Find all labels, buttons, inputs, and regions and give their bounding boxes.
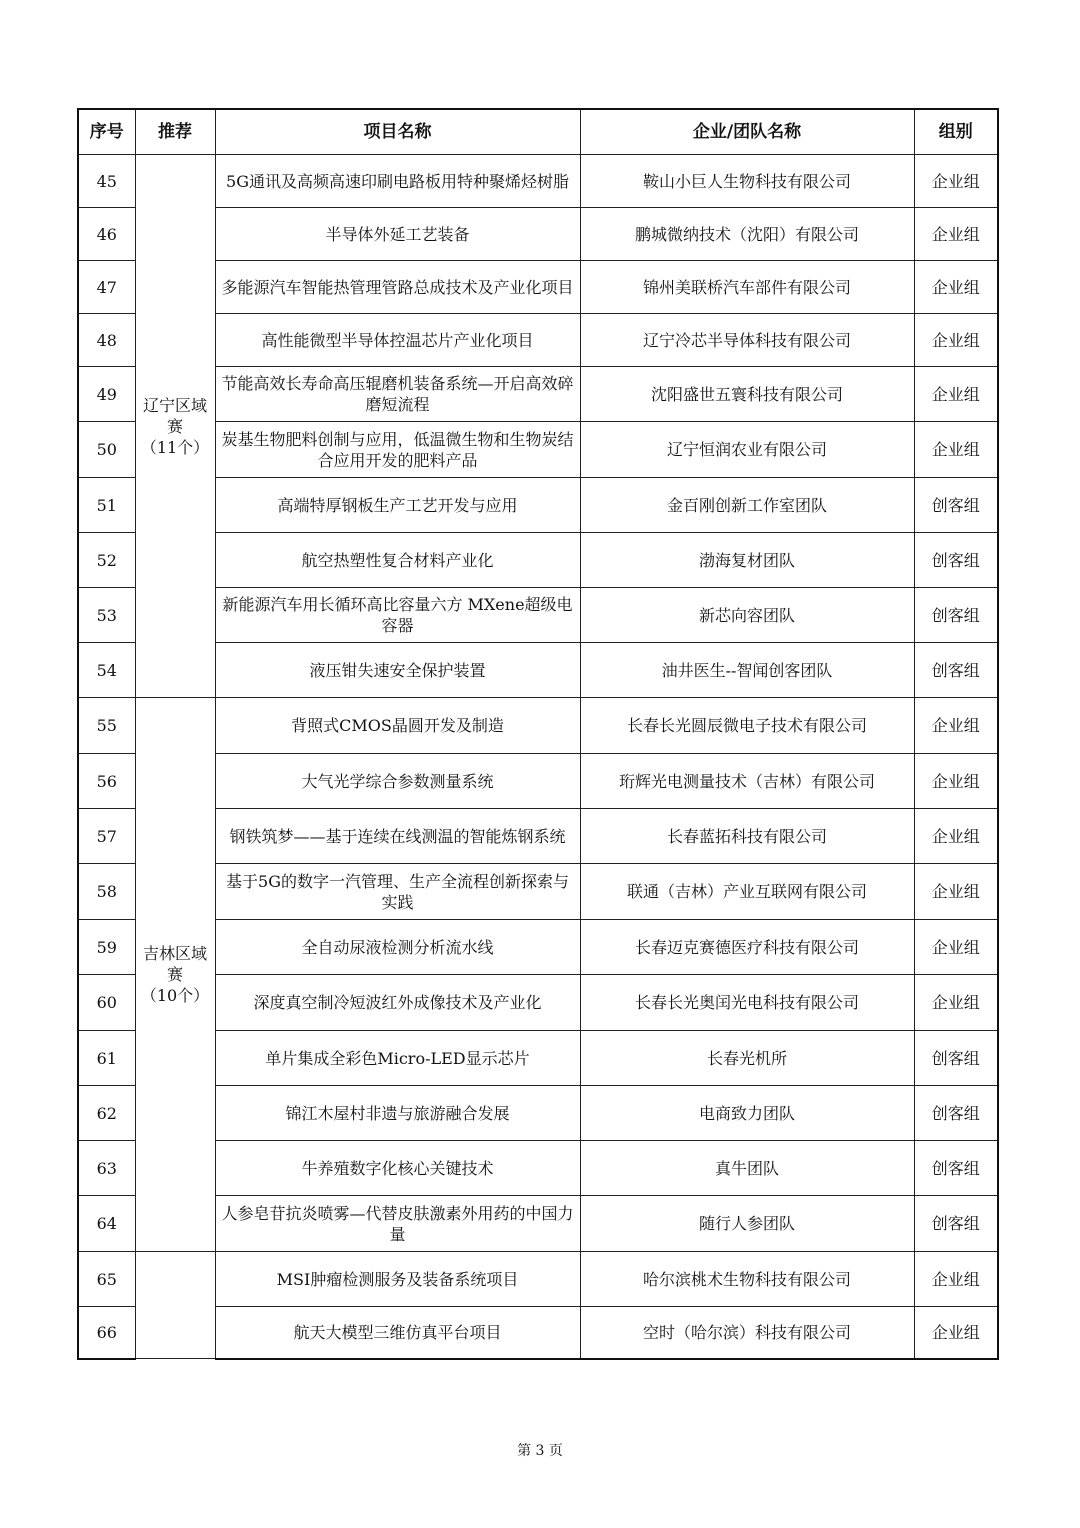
project-name: 全自动尿液检测分析流水线 <box>215 920 580 975</box>
project-name: 新能源汽车用长循环高比容量六方 MXene超级电容器 <box>215 588 580 643</box>
group-name: 创客组 <box>914 1141 998 1196</box>
table-body <box>78 155 998 1359</box>
table-row <box>78 588 998 643</box>
group-name: 创客组 <box>914 478 998 533</box>
group-name: 企业组 <box>914 809 998 864</box>
row-index: 61 <box>78 1031 135 1086</box>
company-name: 锦州美联桥汽车部件有限公司 <box>580 261 914 314</box>
group-name: 企业组 <box>914 422 998 478</box>
project-name: 航空热塑性复合材料产业化 <box>215 533 580 588</box>
company-name: 长春长光奥闰光电科技有限公司 <box>580 975 914 1031</box>
project-name: MSI肿瘤检测服务及装备系统项目 <box>215 1252 580 1307</box>
table-row <box>78 920 998 975</box>
table-row <box>78 1307 998 1359</box>
group-name: 创客组 <box>914 1086 998 1141</box>
company-name: 金百刚创新工作室团队 <box>580 478 914 533</box>
project-name: 半导体外延工艺装备 <box>215 208 580 261</box>
table-header-row <box>78 109 998 155</box>
header-index: 序号 <box>78 109 135 155</box>
table-row <box>78 478 998 533</box>
company-name: 电商致力团队 <box>580 1086 914 1141</box>
group-name: 企业组 <box>914 261 998 314</box>
group-name: 企业组 <box>914 367 998 422</box>
table-row <box>78 533 998 588</box>
row-index: 57 <box>78 809 135 864</box>
group-name: 企业组 <box>914 920 998 975</box>
project-name: 背照式CMOS晶圆开发及制造 <box>215 698 580 754</box>
company-name: 哈尔滨桃术生物科技有限公司 <box>580 1252 914 1307</box>
region-label: 吉林区域 <box>142 944 207 963</box>
row-index: 56 <box>78 754 135 809</box>
company-name: 空时（哈尔滨）科技有限公司 <box>580 1307 914 1359</box>
group-name: 创客组 <box>914 643 998 698</box>
row-index: 62 <box>78 1086 135 1141</box>
header-project: 项目名称 <box>215 109 580 155</box>
project-name: 锦江木屋村非遗与旅游融合发展 <box>215 1086 580 1141</box>
row-index: 60 <box>78 975 135 1031</box>
company-name: 联通（吉林）产业互联网有限公司 <box>580 864 914 920</box>
project-name: 钢铁筑梦——基于连续在线测温的智能炼钢系统 <box>215 809 580 864</box>
row-index: 63 <box>78 1141 135 1196</box>
group-name: 企业组 <box>914 208 998 261</box>
table-row <box>78 754 998 809</box>
table-row <box>78 1086 998 1141</box>
company-name: 新芯向容团队 <box>580 588 914 643</box>
company-name: 油井医生--智闻创客团队 <box>580 643 914 698</box>
row-index: 66 <box>78 1307 135 1359</box>
row-index: 46 <box>78 208 135 261</box>
group-name: 企业组 <box>914 864 998 920</box>
project-name: 基于5G的数字一汽管理、生产全流程创新探索与实践 <box>215 864 580 920</box>
header-recommend: 推荐 <box>135 109 215 155</box>
region-label: （10个） <box>140 986 210 1005</box>
project-name: 单片集成全彩色Micro-LED显示芯片 <box>215 1031 580 1086</box>
project-table <box>77 108 999 1360</box>
project-name: 炭基生物肥料创制与应用，低温微生物和生物炭结合应用开发的肥料产品 <box>215 422 580 478</box>
page-footer: 第 3 页 <box>517 1443 563 1459</box>
group-name: 企业组 <box>914 1307 998 1359</box>
row-index: 64 <box>78 1196 135 1252</box>
region-label: 辽宁区域 <box>142 395 207 415</box>
region-cell <box>135 1252 215 1359</box>
group-name: 创客组 <box>914 533 998 588</box>
company-name: 长春长光圆辰微电子技术有限公司 <box>580 698 914 754</box>
row-index: 65 <box>78 1252 135 1307</box>
row-index: 45 <box>78 155 135 208</box>
table-row <box>78 422 998 478</box>
table-row <box>78 314 998 367</box>
project-name: 多能源汽车智能热管理管路总成技术及产业化项目 <box>215 261 580 314</box>
group-name: 企业组 <box>914 155 998 208</box>
region-label: 赛 <box>166 416 183 436</box>
group-name: 企业组 <box>914 754 998 809</box>
group-name: 创客组 <box>914 588 998 643</box>
header-company: 企业/团队名称 <box>580 109 914 155</box>
table-row <box>78 261 998 314</box>
company-name: 真牛团队 <box>580 1141 914 1196</box>
table-row <box>78 864 998 920</box>
table-row <box>78 1196 998 1252</box>
project-name: 5G通讯及高频高速印刷电路板用特种聚烯烃树脂 <box>215 155 580 208</box>
table-row <box>78 155 998 208</box>
company-name: 长春迈克赛德医疗科技有限公司 <box>580 920 914 975</box>
group-name: 创客组 <box>914 1196 998 1252</box>
group-name: 企业组 <box>914 1252 998 1307</box>
table-row <box>78 698 998 754</box>
company-name: 长春蓝拓科技有限公司 <box>580 809 914 864</box>
row-index: 51 <box>78 478 135 533</box>
project-name: 人参皂苷抗炎喷雾—代替皮肤激素外用药的中国力量 <box>215 1196 580 1252</box>
project-name: 牛养殖数字化核心关键技术 <box>215 1141 580 1196</box>
region-cell <box>135 155 215 698</box>
row-index: 58 <box>78 864 135 920</box>
row-index: 53 <box>78 588 135 643</box>
row-index: 59 <box>78 920 135 975</box>
table-row <box>78 1031 998 1086</box>
row-index: 54 <box>78 643 135 698</box>
group-name: 企业组 <box>914 314 998 367</box>
row-index: 47 <box>78 261 135 314</box>
company-name: 长春光机所 <box>580 1031 914 1086</box>
group-name: 企业组 <box>914 975 998 1031</box>
company-name: 辽宁恒润农业有限公司 <box>580 422 914 478</box>
table-row <box>78 809 998 864</box>
table-row <box>78 643 998 698</box>
project-name: 液压钳失速安全保护装置 <box>215 643 580 698</box>
company-name: 辽宁冷芯半导体科技有限公司 <box>580 314 914 367</box>
row-index: 49 <box>78 367 135 422</box>
company-name: 珩辉光电测量技术（吉林）有限公司 <box>580 754 914 809</box>
region-cell <box>135 698 215 1252</box>
table-row <box>78 208 998 261</box>
project-name: 高端特厚钢板生产工艺开发与应用 <box>215 478 580 533</box>
table-row <box>78 1141 998 1196</box>
company-name: 鞍山小巨人生物科技有限公司 <box>580 155 914 208</box>
project-name: 节能高效长寿命高压辊磨机装备系统—开启高效碎磨短流程 <box>215 367 580 422</box>
row-index: 48 <box>78 314 135 367</box>
project-name: 大气光学综合参数测量系统 <box>215 754 580 809</box>
table-row <box>78 1252 998 1307</box>
header-group: 组别 <box>914 109 998 155</box>
table-row <box>78 975 998 1031</box>
row-index: 50 <box>78 422 135 478</box>
company-name: 随行人参团队 <box>580 1196 914 1252</box>
group-name: 企业组 <box>914 698 998 754</box>
company-name: 鹏城微纳技术（沈阳）有限公司 <box>580 208 914 261</box>
project-name: 高性能微型半导体控温芯片产业化项目 <box>215 314 580 367</box>
row-index: 55 <box>78 698 135 754</box>
company-name: 渤海复材团队 <box>580 533 914 588</box>
project-name: 深度真空制冷短波红外成像技术及产业化 <box>215 975 580 1031</box>
row-index: 52 <box>78 533 135 588</box>
region-label: （11个） <box>140 437 210 457</box>
group-name: 创客组 <box>914 1031 998 1086</box>
project-name: 航天大模型三维仿真平台项目 <box>215 1307 580 1359</box>
table-row <box>78 367 998 422</box>
company-name: 沈阳盛世五寰科技有限公司 <box>580 367 914 422</box>
region-label: 赛 <box>166 965 183 984</box>
